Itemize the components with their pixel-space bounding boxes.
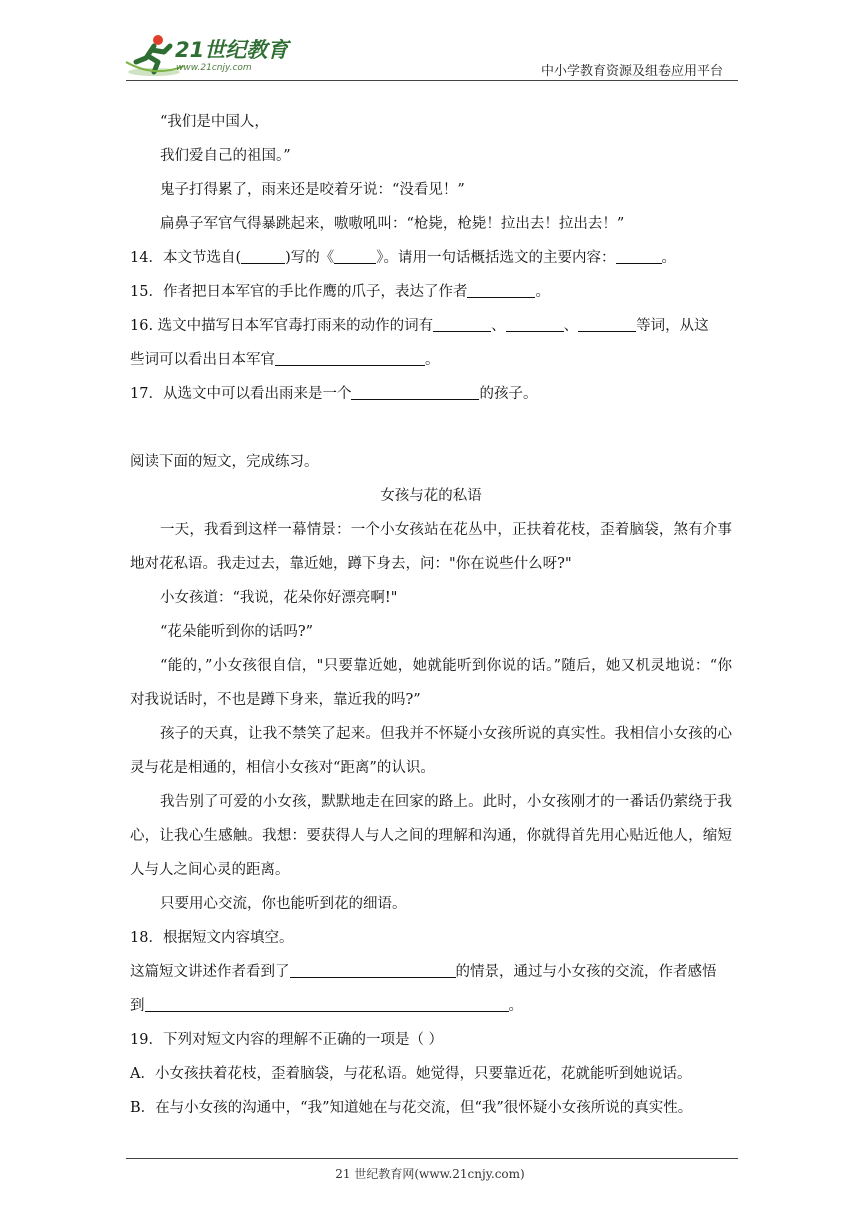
passage-line: 我们爱自己的祖国。”: [160, 148, 291, 164]
question-14: [130, 241, 732, 275]
q14-blank-summary[interactable]: [616, 249, 662, 264]
q16-sep: 、: [491, 318, 506, 334]
question-16-cont: [130, 343, 732, 377]
site-description: 中小学教育资源及组卷应用平台: [540, 64, 723, 79]
page-header: [0, 0, 860, 90]
q18-blank-2[interactable]: [145, 997, 509, 1012]
document-body: [130, 105, 732, 1125]
question-16: [130, 309, 732, 343]
q16-blank-1[interactable]: [433, 317, 491, 332]
logo-url: www.21cnjy.com: [176, 63, 252, 73]
q15-blank[interactable]: [467, 283, 535, 298]
passage-line: 扁鼻子军官气得暴跳起来，嗷嗷吼叫：“枪毙，枪毙！拉出去！拉出去！”: [160, 216, 625, 232]
section-instruction: 阅读下面的短文，完成练习。: [130, 454, 319, 470]
passage-line: 鬼子打得累了，雨来还是咬着牙说：“没看见！”: [160, 182, 465, 198]
q18-blank-1[interactable]: [290, 963, 456, 978]
q16-text-b: 等词，从这: [636, 318, 709, 334]
q18-text-b: 的情景，通过与小女孩的交流，作者感悟: [455, 964, 717, 980]
passage-paragraph: 只要用心交流，你也能听到花的细语。: [160, 896, 407, 912]
passage-paragraph: 一天，我看到这样一幕情景：一个小女孩站在花丛中，正扶着花枝，歪着脑袋，煞有介事地对花私语。我走过去，靠近她，蹲下身去，问："你在说些什么呀?": [130, 522, 732, 572]
question-18-line2: [130, 989, 732, 1023]
footer-divider: [126, 1158, 738, 1159]
passage-paragraph: “能的，”小女孩很自信，"只要靠近她，她就能听到你说的话。”随后，她又机灵地说：“你对我说话时，不也是蹲下身来，靠近我的吗?”: [130, 658, 732, 708]
q18-text-d: 。: [508, 998, 523, 1014]
passage-title: 女孩与花的私语: [380, 488, 482, 504]
section-gap: [130, 411, 732, 445]
q16-blank-3[interactable]: [578, 317, 636, 332]
q14-blank-author[interactable]: [241, 249, 285, 264]
logo-text: 21世纪教育: [175, 38, 289, 62]
question-18: 18．根据短文内容填空。: [130, 930, 294, 946]
q14-text-b: )写的《: [285, 250, 335, 266]
q16-blank-2[interactable]: [506, 317, 564, 332]
q14-text-a: 14．本文节选自(: [130, 250, 242, 266]
q14-blank-title[interactable]: [334, 249, 376, 264]
q17-text-b: 的孩子。: [479, 386, 538, 402]
q16-sep: 、: [563, 318, 579, 334]
q17-text-a: 17．从选文中可以看出雨来是一个: [130, 386, 352, 402]
option-a[interactable]: A．小女孩扶着花枝，歪着脑袋，与花私语。她觉得，只要靠近花，花就能听到她说话。: [130, 1066, 692, 1082]
q16-blank-4[interactable]: [275, 351, 425, 366]
question-17: [130, 377, 732, 411]
question-15: [130, 275, 732, 309]
q16-text-c: 些词可以看出日本军官: [130, 352, 275, 368]
q15-text-b: 。: [535, 284, 550, 300]
q15-text-a: 15．作者把日本军官的手比作鹰的爪子，表达了作者: [130, 284, 468, 300]
question-18-line1: [130, 955, 732, 989]
q18-text-c: 到: [130, 998, 145, 1014]
option-b[interactable]: B．在与小女孩的沟通中，“我”知道她在与花交流，但“我”很怀疑小女孩所说的真实性。: [130, 1100, 693, 1116]
header-divider: [126, 80, 738, 81]
passage-line: “我们是中国人，: [160, 114, 269, 130]
passage-paragraph: 我告别了可爱的小女孩，默默地走在回家的路上。此时，小女孩刚才的一番话仍萦绕于我心，让我心生感触。我想：要获得人与人之间的理解和沟通，你就得首先用心贴近他人，缩短人与人之间心灵的距离。: [130, 794, 732, 878]
q16-text-a: 16. 选文中描写日本军官毒打雨来的动作的词有: [130, 318, 434, 334]
passage-paragraph: 孩子的天真，让我不禁笑了起来。但我并不怀疑小女孩所说的真实性。我相信小女孩的心灵与花是相通的，相信小女孩对“距离”的认识。: [130, 726, 732, 776]
passage-paragraph: 小女孩道：“我说，花朵你好漂亮啊!": [160, 590, 398, 606]
q16-text-d: 。: [425, 352, 440, 368]
passage-paragraph: “花朵能听到你的话吗?”: [160, 624, 314, 640]
q14-text-d: 。: [661, 250, 677, 266]
q17-blank[interactable]: [351, 385, 479, 400]
q14-text-c: 》。请用一句话概括选文的主要内容：: [376, 250, 616, 266]
page-footer: 21 世纪教育网(www.21cnjy.com): [335, 1167, 525, 1181]
q18-text-a: 这篇短文讲述作者看到了: [130, 964, 290, 980]
question-19: 19．下列对短文内容的理解不正确的一项是（ ）: [130, 1032, 444, 1048]
